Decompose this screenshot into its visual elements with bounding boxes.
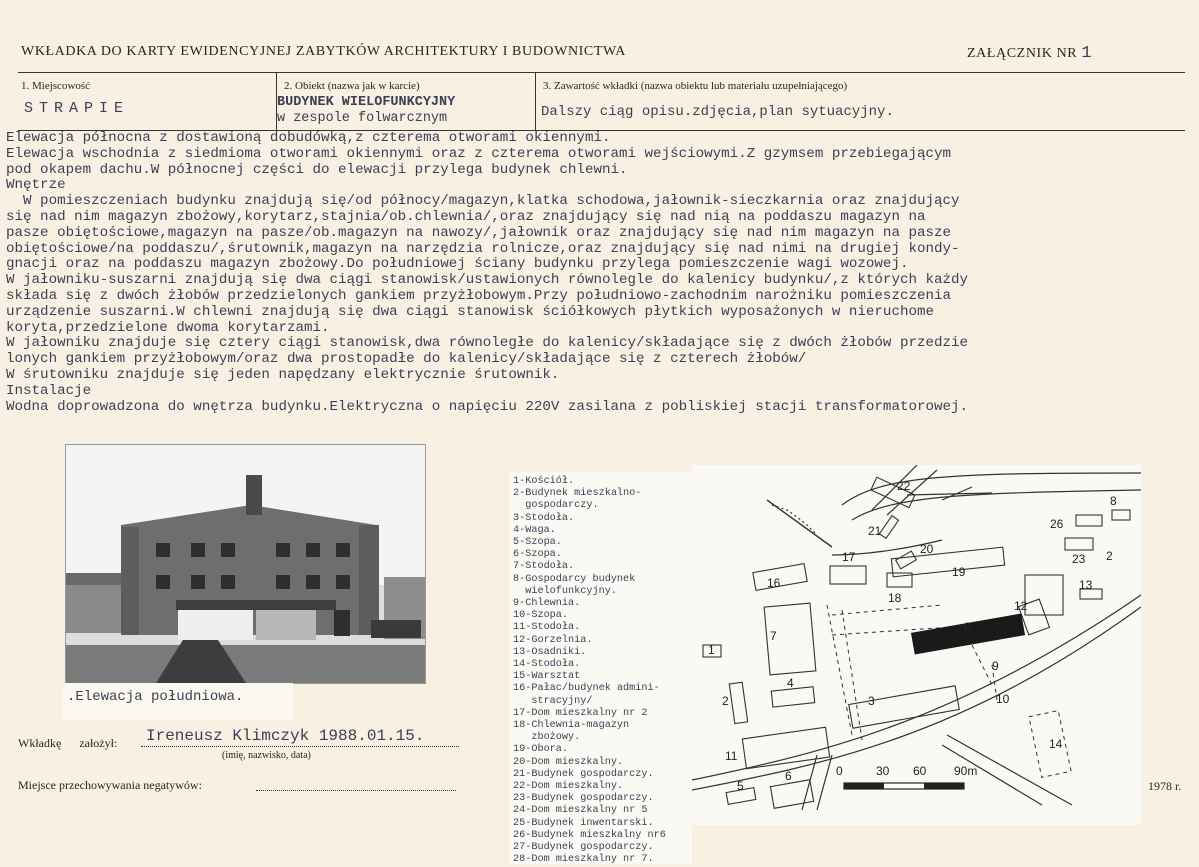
year-label: 1978 r. [1148,779,1182,793]
text-line: obiętościowe/na poddaszu/,śrutownik,magazyn na narzędzia rolnicze,oraz znajdujący się nad nimi na drugiej kondy- [6,240,960,257]
text-line: Elewacja wschodnia z siedmioma otworami okiennymi oraz z czterema otworami wejściowymi.Z gzymsem przebiegającym [6,145,952,162]
svg-text:10: 10 [996,692,1010,706]
scale-label: 0 [836,764,843,778]
legend-line: 2-Budynek mieszkalno- [513,488,642,500]
svg-text:8: 8 [1110,494,1117,508]
svg-text:26: 26 [1050,517,1064,531]
legend-line: 21-Budynek gospodarczy. [513,768,654,780]
author-line [141,746,459,747]
field-1-label: 1. Miejscowość [21,80,91,92]
legend-line: 12-Gorzelnia. [513,634,593,646]
text-line: W jałowniku znajduje się cztery ciągi stanowisk,dwa równoległe do kalenicy/składające się z dwóch żłobów przedzie [6,335,969,352]
legend-line: 5-Szopa. [513,537,562,549]
field-2-label: 2. Obiekt (nazwa jak w karcie) [284,80,420,92]
legend-line: 26-Budynek mieszkalny nr6 [513,829,666,841]
text-line: gnacji oraz na poddaszu magazyn zbożowy.Do południowej ściany budynku przylega pomieszczenie wagi wozowej. [6,256,909,273]
legend-line: 20-Dom mieszkalny. [513,756,624,768]
legend-line: 1-Kościół. [513,476,575,487]
header-divider [18,72,1185,73]
svg-text:9: 9 [992,659,999,673]
svg-text:2: 2 [1106,549,1113,563]
legend-line: 25-Budynek inwentarski. [513,817,654,829]
field-1-value: STRAPIE [24,100,130,117]
field-2-value-line2: w zespole folwarcznym [277,111,448,126]
svg-text:2: 2 [722,694,729,708]
svg-text:17: 17 [842,550,856,564]
field-3-label: 3. Zawartość wkładki (nazwa obiektu lub materiału uzupełniającego) [543,80,848,92]
svg-text:18: 18 [888,591,902,605]
legend-line: 3-Stodoła. [513,512,575,524]
card-header-title: WKŁADKA DO KARTY EWIDENCYJNEJ ZABYTKÓW ARCHITEKTURY I BUDOWNICTWA [21,44,626,59]
text-line: W pomieszczeniach budynku znajdują się/od północy/magazyn,klatka schodowa,jałownik-sieczkarnia oraz znajdujący [6,193,960,210]
photo-caption-box [63,683,293,720]
building-photo [65,444,426,684]
text-line: pod okapem dachu.W północnej części do elewacji przylega budynek chlewni. [6,161,628,178]
field-2-value-line1: BUDYNEK WIELOFUNKCYJNY [277,95,456,110]
field-3-value: Dalszy ciąg opisu.zdjęcia,plan sytuacyjny. [541,104,894,120]
negatives-location-label: Miejsce przechowywania negatywów: [18,778,202,792]
svg-text:20: 20 [920,542,934,556]
field-separator [535,72,536,130]
legend-line: 11-Stodoła. [513,622,581,634]
svg-text:12: 12 [1014,599,1028,613]
legend-line: gospodarczy. [513,500,599,512]
legend-line: 24-Dom mieszkalny nr 5 [513,805,648,817]
map-legend [509,472,692,864]
text-line: Instalacje [6,382,92,399]
legend-line: stracyjny/ [513,695,593,707]
attachment-number: ZAŁĄCZNIK NR 1 [967,44,1093,63]
svg-text:6: 6 [785,769,792,783]
insert-created-by-label: Wkładkę założył: [18,736,118,750]
text-line: składa się z dwóch żłobów przedzielonych gankiem przyżłobowym.Przy południowo-zachodnim narożniku pomieszczenia [6,287,952,304]
author-signature: Ireneusz Klimczyk 1988.01.15. [146,727,425,745]
text-line: Elewacja północna z dostawioną dobudówką,z czterema otworami okiennymi. [6,130,611,146]
text-line: W jałowniku-suszarni znajdują się dwa ciągi stanowisk/ustawionych równolegle do kalenicy budynku/,z których każdy [6,272,969,289]
description-text [6,131,1196,415]
author-hint: (imię, nazwisko, data) [222,750,311,761]
photo-caption: .Elewacja południowa. [67,689,244,705]
legend-line: 23-Budynek gospodarczy. [513,793,654,805]
legend-line: 14-Stodoła. [513,659,581,671]
legend-line: 15-Warsztat [513,671,581,683]
svg-text:19: 19 [952,565,966,579]
legend-line: 7-Stodoła. [513,561,575,573]
svg-text:3: 3 [868,694,875,708]
scale-label: 30 [876,764,890,778]
legend-line: 6-Szopa. [513,549,562,561]
svg-text:8: 8 [964,620,971,634]
svg-text:16: 16 [767,576,781,590]
svg-text:4: 4 [787,676,794,690]
svg-text:5: 5 [737,779,744,793]
legend-line: wielofunkcyjny. [513,585,617,597]
text-line: W śrutowniku znajduje się jeden napędzany elektrycznie śrutownik. [6,366,560,383]
svg-text:11: 11 [725,749,738,763]
svg-text:7: 7 [770,629,777,643]
legend-line: 13-Osadniki. [513,646,587,658]
legend-line: 27-Budynek gospodarczy. [513,842,654,854]
svg-text:23: 23 [1072,552,1086,566]
svg-text:22: 22 [897,479,911,493]
legend-line: 18-Chlewnia-magazyn [513,720,630,732]
text-line: Wnętrze [6,177,66,194]
scale-label: 90m [954,764,978,778]
legend-line: 4-Waga. [513,524,556,536]
legend-line: 16-Pałac/budynek admini- [513,683,660,695]
legend-line: 10-Szopa. [513,610,569,622]
text-line: Wodna doprowadzona do wnętrza budynku.Elektryczna o napięciu 220V zasilana z pobliskiej stacji transformatorowej. [6,398,969,415]
svg-text:14: 14 [1049,737,1063,751]
text-line: lonych gankiem przyżłobowym/oraz dwa prostopadłe do kalenicy/składające się z czterech żłobów/ [6,351,807,368]
legend-line: zbożowy. [513,732,581,744]
legend-line: 9-Chlewnia. [513,598,581,610]
negatives-line [256,790,456,791]
legend-line: 17-Dom mieszkalny nr 2 [513,707,648,719]
site-plan [692,465,1141,825]
text-line: urządzenie suszarni.W chlewni znajdują się dwa ciągi stanowisk ściółkowych płytkich wyposażonych w nieruchome [6,303,935,320]
svg-text:13: 13 [1079,578,1093,592]
svg-text:1: 1 [708,643,715,657]
text-line: koryta,przedzielone dwoma korytarzami. [6,319,330,336]
legend-line: 19-Obora. [513,744,569,756]
svg-text:21: 21 [868,524,882,538]
legend-line: 28-Dom mieszkalny nr 7. [513,854,654,864]
legend-line: 22-Dom mieszkalny. [513,781,624,793]
text-line: się nad nim magazyn zbożowy,korytarz,stajnia/ob.chlewnia/,oraz znajdujący się nad nią na poddaszu magazyn na [6,208,926,225]
text-line: pasze obiętościowe,magazyn na pasze/ob.magazyn na nawozy/,jałownik oraz znajdujący się nad nim magazyn na pasze [6,224,952,241]
legend-line: 8-Gospodarcy budynek [513,573,636,585]
scale-label: 60 [913,764,927,778]
